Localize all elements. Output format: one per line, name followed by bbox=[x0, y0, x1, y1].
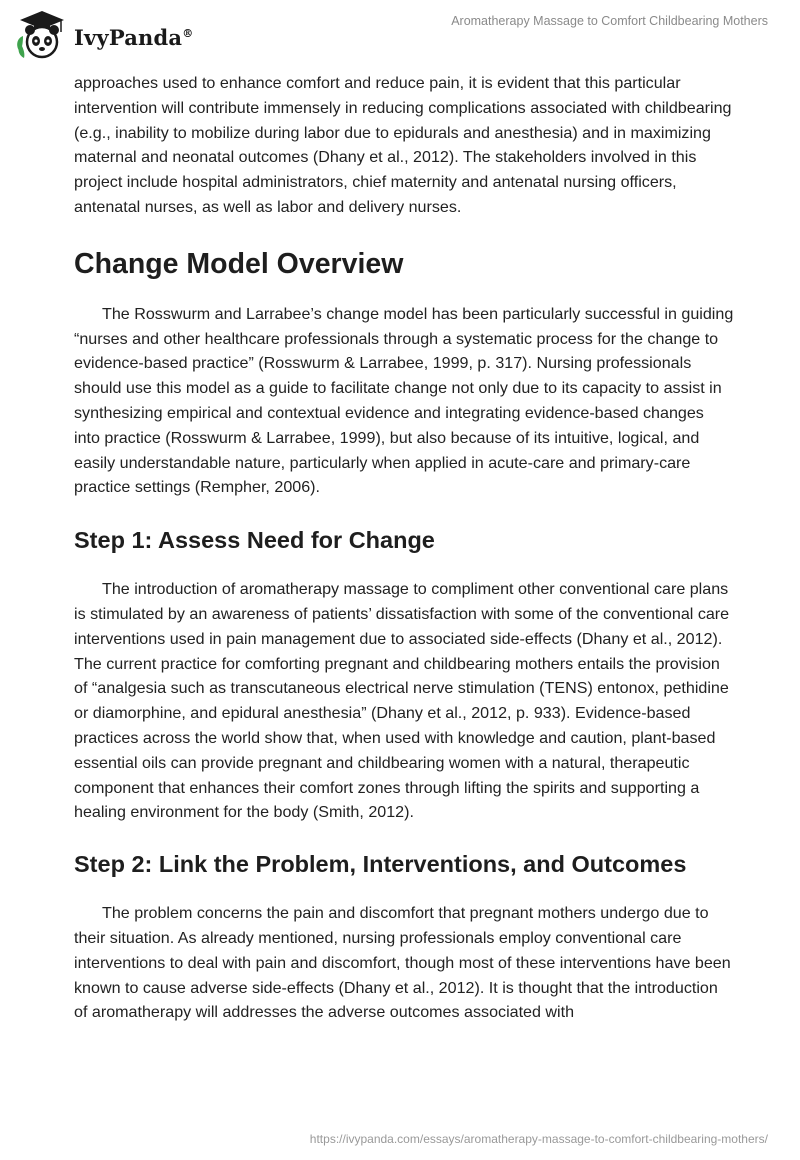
source-url[interactable]: https://ivypanda.com/essays/aromatherapy-massage-to-comfort-childbearing-mothers/ bbox=[309, 1132, 768, 1146]
step1-heading: Step 1: Assess Need for Change bbox=[74, 527, 435, 554]
ivypanda-logo[interactable] bbox=[14, 8, 193, 64]
panda-logo-icon bbox=[14, 8, 70, 64]
step2-paragraph: The problem concerns the pain and discomfort that pregnant mothers undergo due to their situation. As already mentioned, nursing professionals employ conventional care interventions to deal with pain and discomfort, though most of these interventions have been known to cause adverse side-effects (Dhany et al., 2012). It is thought that the introduction of aromatherapy will addresses the adverse outcomes associated with bbox=[74, 904, 731, 1022]
document-title: Aromatherapy Massage to Comfort Childbearing Mothers bbox=[451, 14, 768, 28]
intro-paragraph: approaches used to enhance comfort and reduce pain, it is evident that this particular intervention will contribute immensely in reducing complications associated with childbearing (e.g., inability to mobilize during labor due to epidurals and anesthesia) and in maximizing maternal and neonatal outcomes (Dhany et al., 2012). The stakeholders involved in this project include hospital administrators, chief maternity and antenatal nursing officers, antenatal nurses, as well as labor and delivery nurses. bbox=[74, 74, 732, 216]
step1-paragraph: The introduction of aromatherapy massage to compliment other conventional care plans is stimulated by an awareness of patients’ dissatisfaction with some of the conventional care interventions used in pain management due to associated side-effects (Dhany et al., 2012). The current practice for comforting pregnant and childbearing mothers entails the provision of “analgesia such as transcutaneous electrical nerve stimulation (TENS) entonox, pethidine or diamorphine, and epidural anesthesia” (Dhany et al., 2012, p. 933). Evidence-based practices across the world show that, when used with knowledge and caution, plant-based essential oils can provide pregnant and childbearing women with a natural, therapeutic component that enhances their comfort zones through lifting the spirits and supporting a healing environment for the body (Smith, 2012). bbox=[74, 580, 730, 822]
essay-content bbox=[74, 71, 734, 1025]
step2-heading: Step 2: Link the Problem, Interventions, and Outcomes bbox=[74, 851, 687, 878]
page-header bbox=[0, 0, 800, 70]
brand-name: IvyPanda® bbox=[74, 24, 194, 50]
change-model-paragraph: The Rosswurm and Larrabee’s change model has been particularly successful in guiding “nurses and other healthcare professionals through a systematic process for the change to evidence-based practice” (Rosswurm & Larrabee, 1999, p. 317). Nursing professionals should use this model as a guide to facilitate change not only due to its capacity to assist in synthesizing empirical and contextual evidence and integrating evidence-based changes into practice (Rosswurm & Larrabee, 1999), but also because of its intuitive, logical, and easily understandable nature, particularly when applied in acute-care and primary-care practice settings (Rempher, 2006). bbox=[74, 304, 734, 497]
change-model-heading: Change Model Overview bbox=[74, 247, 404, 280]
